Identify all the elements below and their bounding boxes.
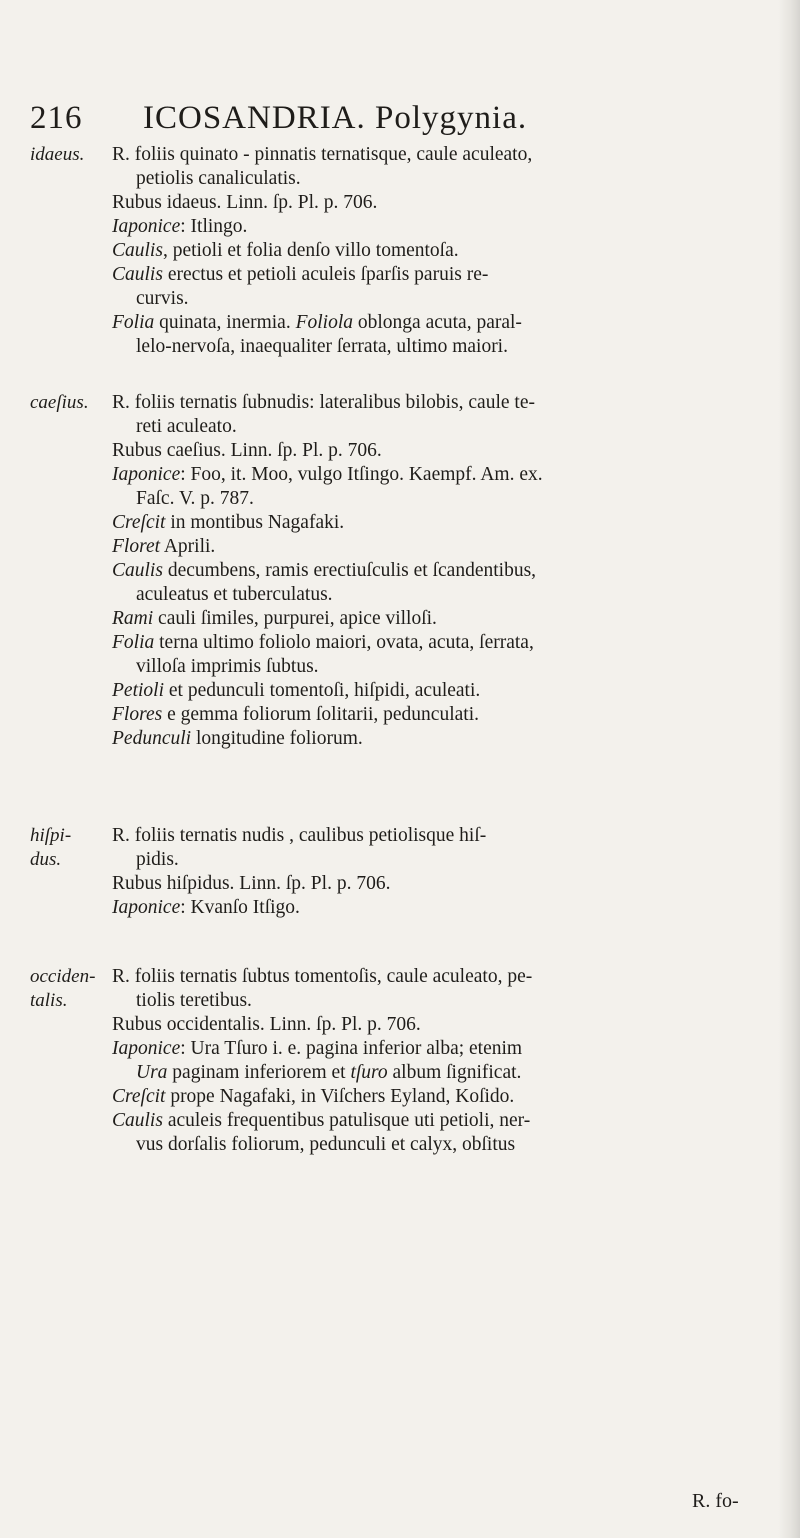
text-line bbox=[112, 989, 760, 1013]
text-line bbox=[112, 896, 760, 920]
text-line bbox=[112, 703, 760, 727]
italic-term: Floret bbox=[112, 536, 161, 557]
text-run: tiolis teretibus. bbox=[136, 990, 252, 1011]
italic-term: Pedunculi bbox=[112, 728, 192, 749]
italic-term: Iaponice bbox=[112, 1038, 181, 1059]
species-epithet-line: hiſpi- bbox=[30, 825, 72, 846]
text-line bbox=[112, 311, 760, 335]
text-run: R. foliis ternatis ſubnudis: lateralibus bilobis, caule te- bbox=[112, 392, 535, 413]
page-edge-shadow bbox=[778, 0, 800, 1538]
text-run: pidis. bbox=[136, 849, 179, 870]
species-epithet-line: caeſius. bbox=[30, 392, 89, 413]
italic-term: Caulis bbox=[112, 264, 163, 285]
italic-term: Creſcit bbox=[112, 512, 166, 533]
text-run: R. foliis ternatis ſubtus tomentoſis, caule aculeato, pe- bbox=[112, 966, 533, 987]
species-epithet bbox=[30, 824, 100, 872]
text-line bbox=[112, 143, 760, 167]
text-line bbox=[112, 848, 760, 872]
text-run: quinata, inermia. bbox=[154, 312, 296, 333]
text-run: : Ura Tſuro i. e. pagina inferior alba; etenim bbox=[180, 1038, 523, 1059]
italic-term: Iaponice bbox=[112, 216, 181, 237]
species-epithet bbox=[30, 391, 100, 415]
text-run: Rubus idaeus. Linn. ſp. Pl. p. 706. bbox=[112, 192, 378, 213]
text-run: R. foliis quinato - pinnatis ternatisque, caule aculeato, bbox=[112, 144, 533, 165]
species-description bbox=[112, 824, 760, 920]
text-line bbox=[112, 1133, 760, 1157]
italic-term: Folia bbox=[112, 312, 155, 333]
text-run: Rubus occidentalis. Linn. ſp. Pl. p. 706. bbox=[112, 1014, 421, 1035]
text-run: longitudine foliorum. bbox=[191, 728, 363, 749]
text-line bbox=[112, 1109, 760, 1133]
text-line bbox=[112, 167, 760, 191]
species-epithet bbox=[30, 965, 100, 1013]
text-line bbox=[112, 824, 760, 848]
text-line bbox=[112, 463, 760, 487]
italic-term: Iaponice bbox=[112, 897, 181, 918]
text-run: Rubus hiſpidus. Linn. ſp. Pl. p. 706. bbox=[112, 873, 391, 894]
text-run: aculeis frequentibus patulisque uti petioli, ner- bbox=[162, 1110, 531, 1131]
text-run: curvis. bbox=[136, 288, 189, 309]
species-description bbox=[112, 143, 760, 359]
text-line bbox=[112, 1061, 760, 1085]
italic-term: Flores bbox=[112, 704, 163, 725]
text-run: terna ultimo foliolo maiori, ovata, acuta, ſerrata, bbox=[154, 632, 534, 653]
text-line bbox=[112, 535, 760, 559]
page-number: 216 bbox=[30, 100, 83, 136]
text-run: petiolis canaliculatis. bbox=[136, 168, 301, 189]
text-line bbox=[112, 215, 760, 239]
text-run: reti aculeato. bbox=[136, 416, 237, 437]
text-run: album ſignificat. bbox=[387, 1062, 522, 1083]
text-run: paginam inferiorem et bbox=[167, 1062, 351, 1083]
text-run: erectus et petioli aculeis ſparſis paruis re- bbox=[162, 264, 489, 285]
text-run: decumbens, ramis erectiuſculis et ſcandentibus, bbox=[162, 560, 537, 581]
text-run: lelo-nervoſa, inaequaliter ſerrata, ultimo maiori. bbox=[136, 336, 508, 357]
italic-term: Foliola bbox=[295, 312, 353, 333]
species-epithet bbox=[30, 143, 100, 167]
text-line bbox=[112, 439, 760, 463]
text-line bbox=[112, 559, 760, 583]
text-run: , petioli et folia denſo villo tomentoſa. bbox=[162, 240, 459, 261]
text-line bbox=[112, 965, 760, 989]
text-run: Faſc. V. p. 787. bbox=[136, 488, 254, 509]
text-run: cauli ſimiles, purpurei, apice villoſi. bbox=[153, 608, 437, 629]
text-run: Aprili. bbox=[160, 536, 216, 557]
text-line bbox=[112, 679, 760, 703]
text-line bbox=[112, 335, 760, 359]
italic-term: Caulis bbox=[112, 560, 163, 581]
text-run: vus dorſalis foliorum, pedunculi et calyx, obſitus bbox=[136, 1134, 516, 1155]
text-run: e gemma foliorum ſolitarii, pedunculati. bbox=[162, 704, 479, 725]
italic-term: Rami bbox=[112, 608, 154, 629]
text-run: Rubus caeſius. Linn. ſp. Pl. p. 706. bbox=[112, 440, 382, 461]
text-line bbox=[112, 239, 760, 263]
italic-term: Creſcit bbox=[112, 1086, 166, 1107]
text-line bbox=[112, 487, 760, 511]
text-run: et pedunculi tomentoſi, hiſpidi, aculeati. bbox=[164, 680, 481, 701]
text-line bbox=[112, 583, 760, 607]
text-line bbox=[112, 655, 760, 679]
text-run: : Kvanſo Itſigo. bbox=[180, 897, 300, 918]
text-line bbox=[112, 511, 760, 535]
text-line bbox=[112, 1037, 760, 1061]
text-line bbox=[112, 607, 760, 631]
species-epithet-line: talis. bbox=[30, 990, 68, 1011]
text-line bbox=[112, 287, 760, 311]
species-epithet-line: occiden- bbox=[30, 966, 96, 987]
italic-term: Caulis bbox=[112, 1110, 163, 1131]
text-line bbox=[112, 727, 760, 751]
text-run: : Foo, it. Moo, vulgo Itſingo. Kaempf. Am. ex. bbox=[180, 464, 543, 485]
species-description bbox=[112, 391, 760, 751]
species-epithet-line: dus. bbox=[30, 849, 62, 870]
text-line bbox=[112, 1013, 760, 1037]
italic-term: Ura bbox=[136, 1062, 168, 1083]
running-title: ICOSANDRIA. Polygynia. bbox=[143, 100, 528, 136]
text-line bbox=[112, 631, 760, 655]
text-line bbox=[112, 263, 760, 287]
text-run: in montibus Nagafaki. bbox=[165, 512, 345, 533]
italic-term: Caulis bbox=[112, 240, 163, 261]
species-epithet-line: idaeus. bbox=[30, 144, 85, 165]
italic-term: tſuro bbox=[350, 1062, 388, 1083]
italic-term: Folia bbox=[112, 632, 155, 653]
text-run: prope Nagafaki, in Viſchers Eyland, Koſido. bbox=[165, 1086, 515, 1107]
italic-term: Iaponice bbox=[112, 464, 181, 485]
catchword: R. fo- bbox=[692, 1490, 739, 1512]
text-line bbox=[112, 391, 760, 415]
species-description bbox=[112, 965, 760, 1157]
text-line bbox=[112, 872, 760, 896]
text-run: villoſa imprimis ſubtus. bbox=[136, 656, 319, 677]
text-line bbox=[112, 1085, 760, 1109]
italic-term: Petioli bbox=[112, 680, 164, 701]
text-run: : Itlingo. bbox=[180, 216, 248, 237]
text-line bbox=[112, 191, 760, 215]
text-line bbox=[112, 415, 760, 439]
text-run: aculeatus et tuberculatus. bbox=[136, 584, 333, 605]
text-run: R. foliis ternatis nudis , caulibus petiolisque hiſ- bbox=[112, 825, 487, 846]
text-run: oblonga acuta, paral- bbox=[353, 312, 522, 333]
